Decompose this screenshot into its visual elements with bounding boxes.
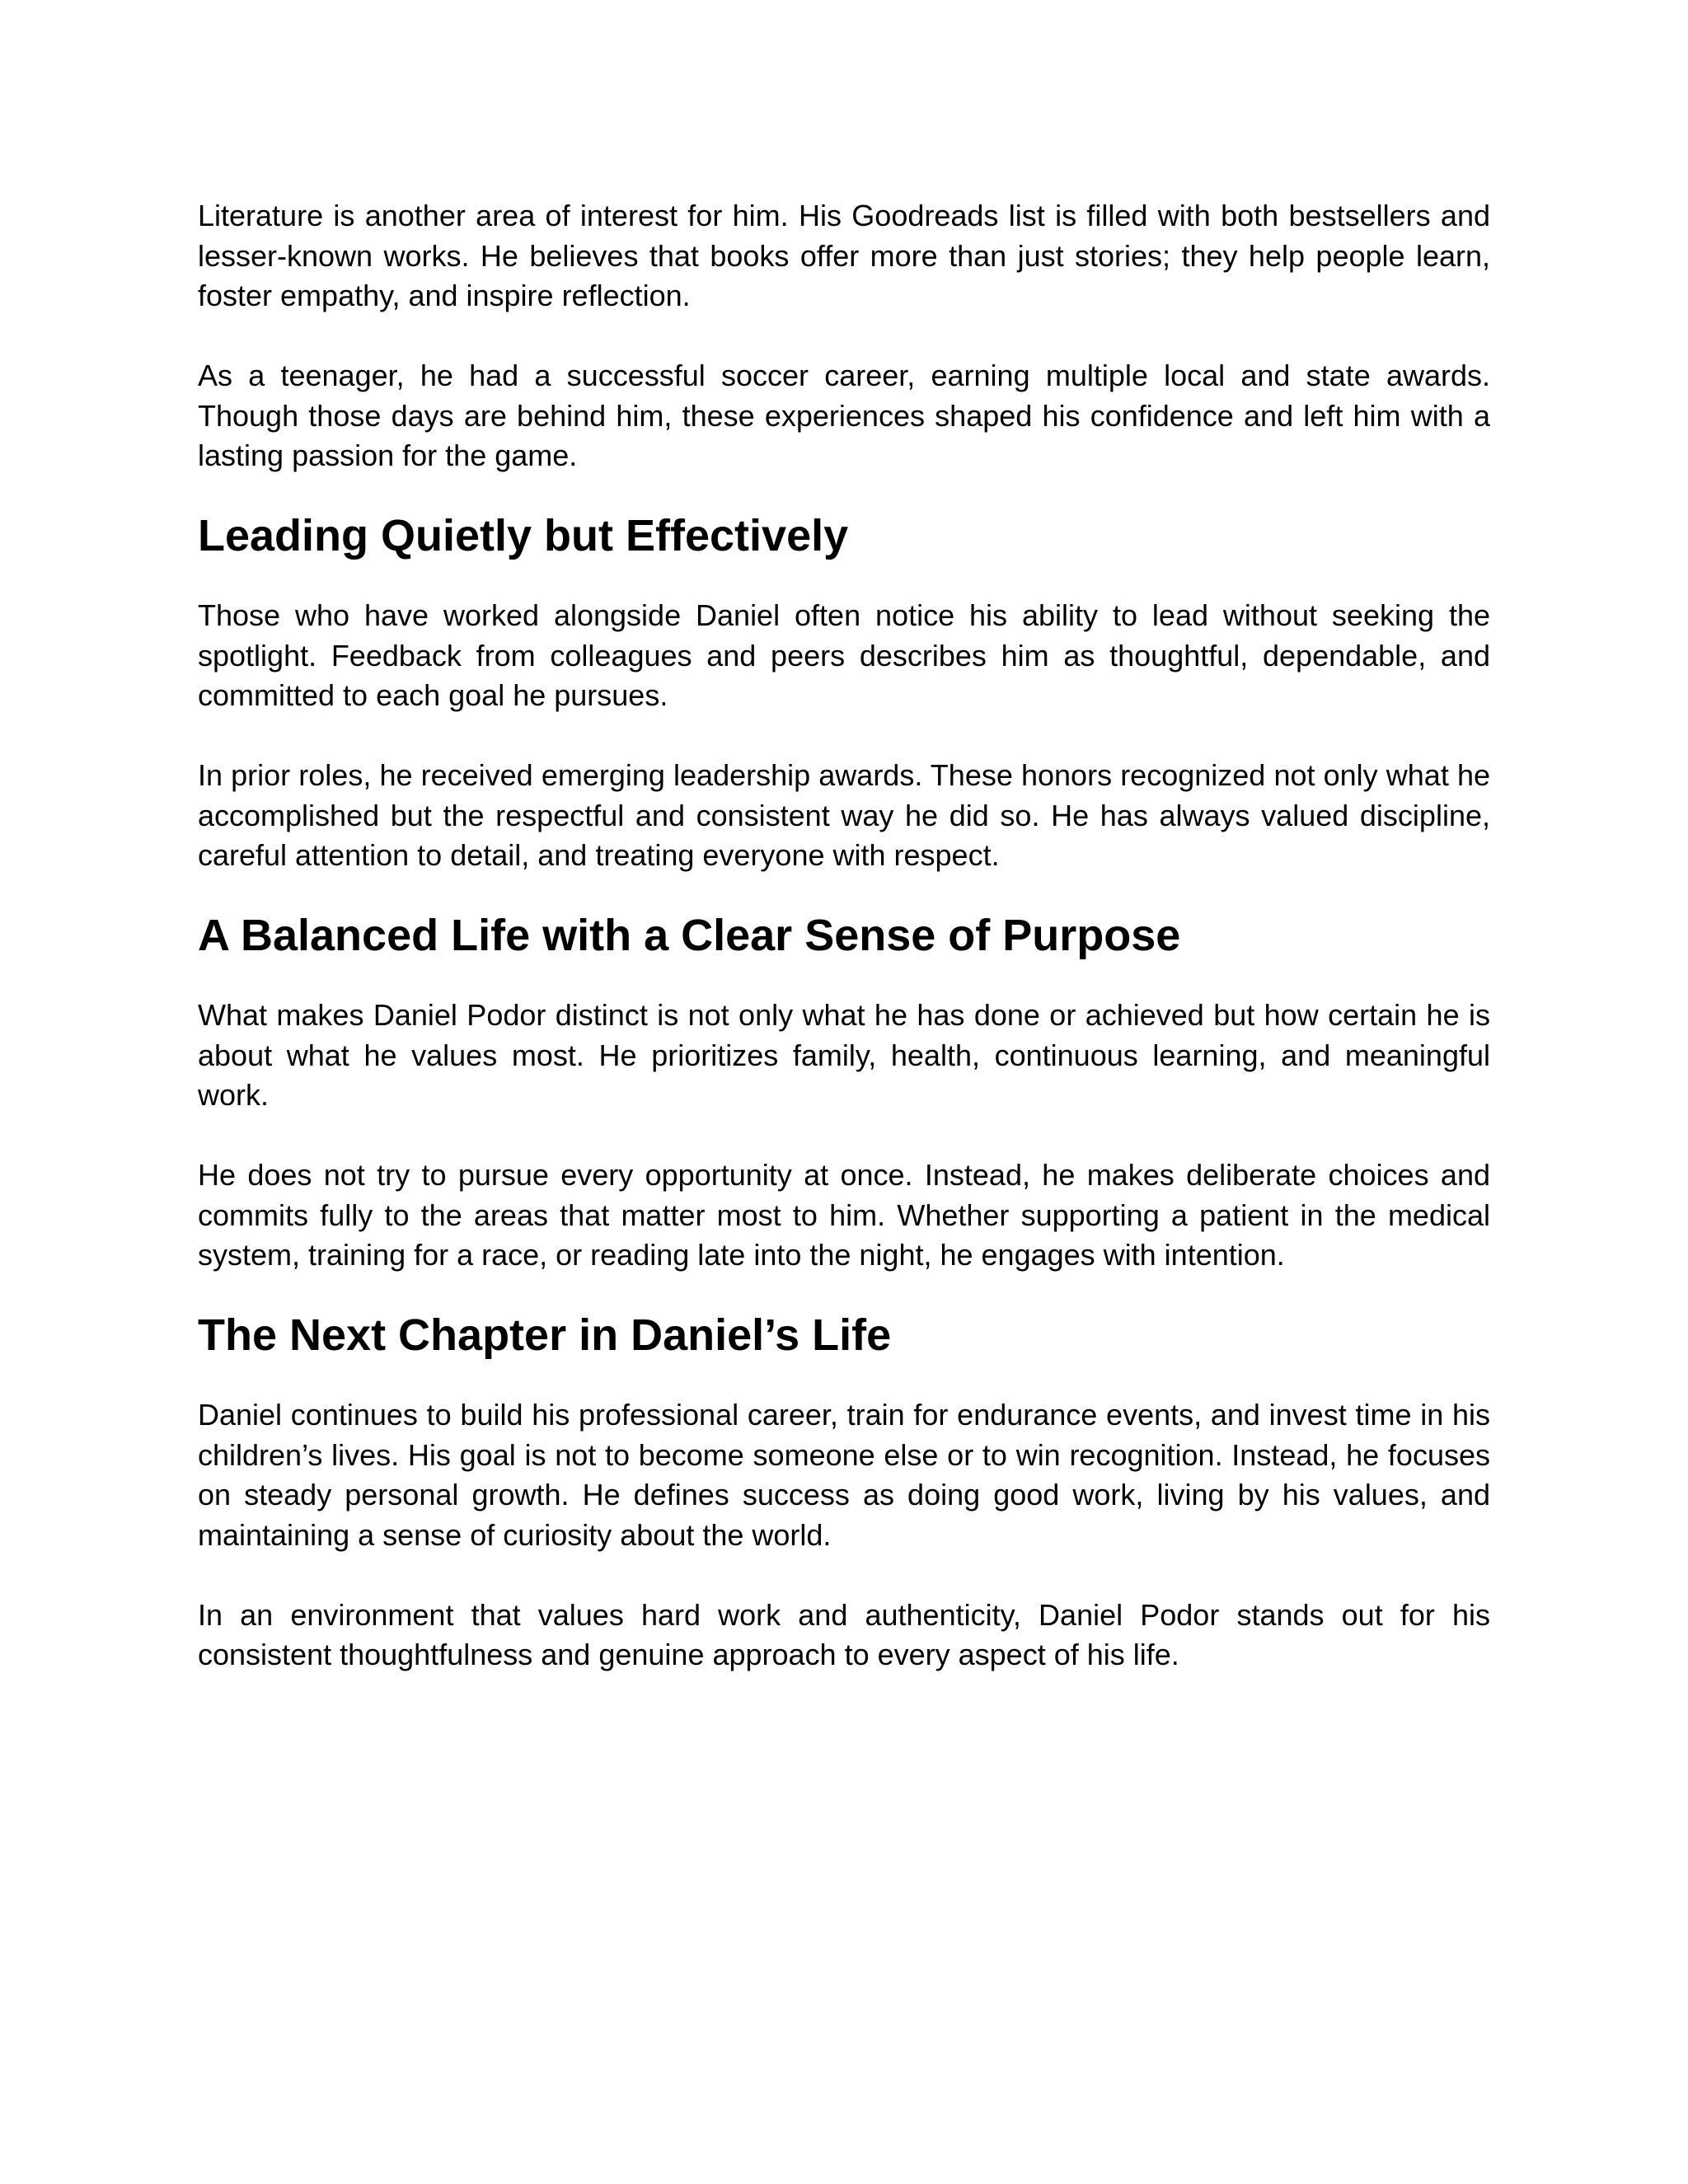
paragraph-closing: In an environment that values hard work and authenticity, Daniel Podor stands out for his consistent thoughtfulness and genuine approach to every aspect of his life. bbox=[198, 1597, 1490, 1671]
paragraph-literature: Literature is another area of interest for him. His Goodreads list is filled with both bestsellers and lesser-known works. He believes that books offer more than just stories; they help people learn, foster empathy, and inspire reflection. bbox=[198, 199, 1490, 312]
paragraph-leadership-colleagues: Those who have worked alongside Daniel often notice his ability to lead without seeking the spotlight. Feedback from colleagues and peers describes him as thoughtful, dependable, and committed to each goal he pursues. bbox=[198, 598, 1490, 712]
paragraph-leadership-awards: In prior roles, he received emerging leadership awards. These honors recognized not only what he accomplished but the respectful and consistent way he did so. He has always valued discipline, careful attention to detail, and treating everyone with respect. bbox=[198, 758, 1490, 872]
document-body bbox=[198, 196, 1490, 1715]
paragraph-soccer: As a teenager, he had a successful soccer career, earning multiple local and state awards. Though those days are behind him, these experiences shaped his confidence and left him with a lasting passion for the game. bbox=[198, 359, 1490, 472]
section-heading-next-chapter: The Next Chapter in Daniel’s Life bbox=[198, 1310, 892, 1360]
section-heading-leading: Leading Quietly but Effectively bbox=[198, 511, 849, 560]
section-heading-balanced-life: A Balanced Life with a Clear Sense of Purpose bbox=[198, 911, 1181, 960]
paragraph-career: Daniel continues to build his professional career, train for endurance events, and invest time in his children’s lives. His goal is not to become someone else or to win recognition. Instead, he focuses on steady personal growth. He defines success as doing good work, living by his values, and maintaining a sense of curiosity about the world. bbox=[198, 1398, 1490, 1552]
paragraph-choices: He does not try to pursue every opportunity at once. Instead, he makes deliberate choices and commits fully to the areas that matter most to him. Whether supporting a patient in the medical system, training for a race, or reading late into the night, he engages with intention. bbox=[198, 1158, 1490, 1272]
paragraph-values: What makes Daniel Podor distinct is not only what he has done or achieved but how certain he is about what he values most. He prioritizes family, health, continuous learning, and meaningful work. bbox=[198, 998, 1490, 1112]
